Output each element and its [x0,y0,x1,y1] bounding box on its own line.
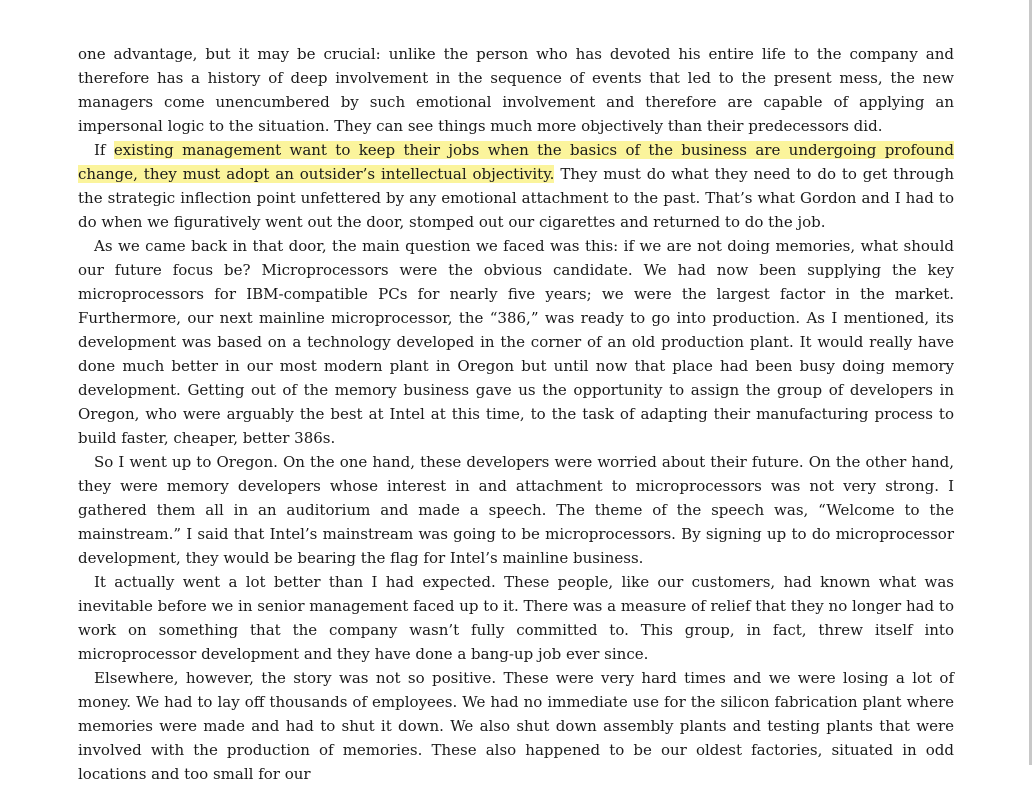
paragraph-2-rest: They must do what they need to do to get through the strategic inflection point unfettered by any emotional attachment to the past. That’s what Gordon and I had to do when we figuratively went out the door, stomped out our cigarettes and returned to do the job. [78,165,954,231]
paragraph-4: So I went up to Oregon. On the one hand, these developers were worried about their future. On the other hand, they were memory developers whose interest in and attachment to microprocessors was not very strong. I gathered them all in an auditorium and made a speech. The theme of the speech was, “Welcome to the mainstream.” I said that Intel’s mainstream was going to be microprocessors. By signing up to do microprocessor development, they would be bearing the flag for Intel’s mainline business. [78,453,954,567]
paragraph-2 [78,138,954,234]
paragraph-2-lead: If [94,141,114,159]
highlighted-passage[interactable]: existing management want to keep their jobs when the basics of the business are undergoing profound change, they must adopt an outsider’s intellectual objectivity. [78,141,954,183]
paragraph-5: It actually went a lot better than I had expected. These people, like our customers, had known what was inevitable before we in senior management faced up to it. There was a measure of relief that they no longer had to work on something that the company wasn’t fully committed to. This group, in fact, threw itself into microprocessor development and they have done a bang-up job ever since. [78,573,954,663]
paragraph-3: As we came back in that door, the main question we faced was this: if we are not doing memories, what should our future focus be? Microprocessors were the obvious candidate. We had now been supplying the key microprocessors for IBM-compatible PCs for nearly five years; we were the largest factor in the market. Furthermore, our next mainline microprocessor, the “386,” was ready to go into production. As I mentioned, its development was based on a technology developed in the corner of an old production plant. It would really have done much better in our most modern plant in Oregon but until now that place had been busy doing memory development. Getting out of the memory business gave us the opportunity to assign the group of developers in Oregon, who were arguably the best at Intel at this time, to the task of adapting their manufacturing process to build faster, cheaper, better 386s. [78,237,954,447]
paragraph-1: one advantage, but it may be crucial: unlike the person who has devoted his entire life to the company and therefore has a history of deep involvement in the sequence of events that led to the present mess, the new managers come unencumbered by such emotional involvement and therefore are capable of applying an impersonal logic to the situation. They can see things much more objectively than their predecessors did. [78,45,954,135]
paragraph-6: Elsewhere, however, the story was not so positive. These were very hard times and we were losing a lot of money. We had to lay off thousands of employees. We had no immediate use for the silicon fabrication plant where memories were made and had to shut it down. We also shut down assembly plants and testing plants that were involved with the production of memories. These also happened to be our oldest factories, situated in odd locations and too small for our [78,669,954,783]
text-column [78,42,954,786]
